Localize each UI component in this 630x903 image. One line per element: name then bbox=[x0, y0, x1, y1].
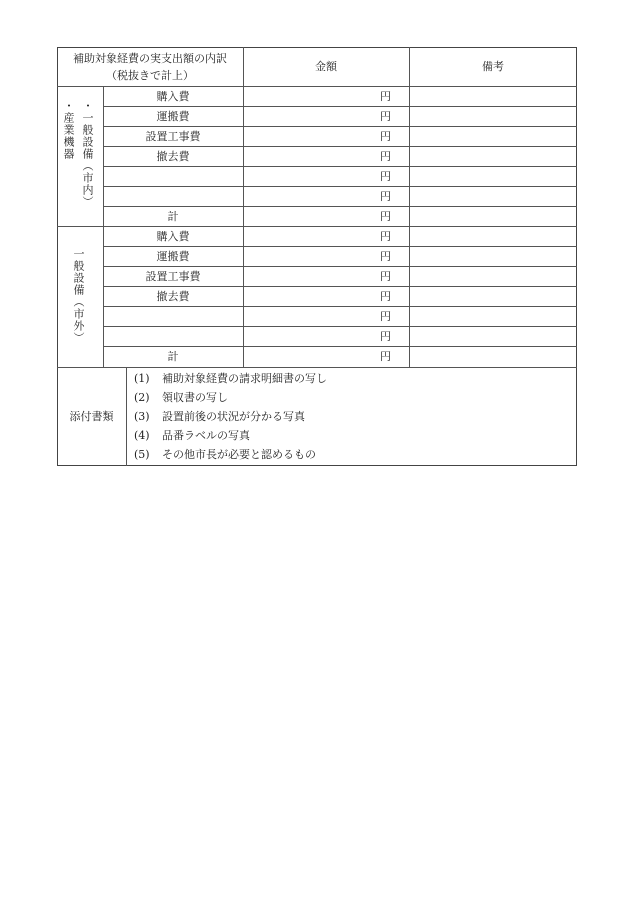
divider bbox=[103, 266, 577, 267]
divider bbox=[103, 286, 577, 287]
yen-unit: 円 bbox=[380, 290, 391, 303]
attachment-number: (2) bbox=[134, 391, 150, 404]
divider bbox=[103, 246, 577, 247]
yen-unit: 円 bbox=[380, 230, 391, 243]
group1-total-label: 計 bbox=[167, 210, 179, 223]
divider bbox=[409, 47, 410, 367]
header-title-line2: （税抜きで計上） bbox=[106, 69, 194, 82]
divider bbox=[103, 186, 577, 187]
group1-item-label: 撤去費 bbox=[156, 150, 190, 163]
divider bbox=[103, 106, 577, 107]
header-title-line1: 補助対象経費の実支出額の内訳 bbox=[73, 52, 227, 65]
attachment-text: 領収書の写し bbox=[162, 391, 228, 404]
divider bbox=[103, 326, 577, 327]
divider bbox=[103, 86, 104, 367]
divider bbox=[103, 306, 577, 307]
group2-item-label: 運搬費 bbox=[156, 250, 190, 263]
yen-unit: 円 bbox=[380, 330, 391, 343]
yen-unit: 円 bbox=[380, 110, 391, 123]
header-notes: 備考 bbox=[482, 60, 504, 73]
divider bbox=[243, 47, 244, 367]
attachment-number: (4) bbox=[134, 429, 150, 442]
attachment-text: 品番ラベルの写真 bbox=[162, 429, 250, 442]
divider bbox=[57, 367, 577, 368]
attachment-text: その他市長が必要と認めるもの bbox=[162, 448, 316, 461]
group2-total-label: 計 bbox=[167, 350, 179, 363]
group1-label-general-city: ・一般設備（市内） bbox=[81, 100, 94, 208]
divider bbox=[103, 166, 577, 167]
yen-unit: 円 bbox=[380, 170, 391, 183]
group1-label-industrial: ・産業機器 bbox=[62, 100, 75, 160]
group1-item-label: 運搬費 bbox=[156, 110, 190, 123]
yen-unit: 円 bbox=[380, 130, 391, 143]
group2-item-label: 撤去費 bbox=[156, 290, 190, 303]
attachment-number: (5) bbox=[134, 448, 150, 461]
attachment-text: 設置前後の状況が分かる写真 bbox=[162, 410, 305, 423]
group2-label-general-outside: 一般設備（市外） bbox=[72, 248, 85, 344]
group1-item-label: 設置工事費 bbox=[145, 130, 201, 143]
attachment-number: (3) bbox=[134, 410, 150, 423]
yen-unit: 円 bbox=[380, 150, 391, 163]
divider bbox=[126, 367, 127, 466]
yen-unit: 円 bbox=[380, 210, 391, 223]
yen-unit: 円 bbox=[380, 250, 391, 263]
group2-item-label: 設置工事費 bbox=[145, 270, 201, 283]
divider bbox=[57, 86, 577, 87]
header-amount: 金額 bbox=[315, 60, 337, 73]
yen-unit: 円 bbox=[380, 190, 391, 203]
group2-item-label: 購入費 bbox=[156, 230, 190, 243]
attachment-number: (1) bbox=[134, 372, 150, 385]
divider bbox=[103, 346, 577, 347]
attachments-label: 添付書類 bbox=[69, 410, 114, 423]
divider bbox=[103, 206, 577, 207]
yen-unit: 円 bbox=[380, 310, 391, 323]
divider bbox=[103, 126, 577, 127]
group1-item-label: 購入費 bbox=[156, 90, 190, 103]
divider bbox=[57, 226, 577, 227]
divider bbox=[103, 146, 577, 147]
yen-unit: 円 bbox=[380, 350, 391, 363]
yen-unit: 円 bbox=[380, 270, 391, 283]
yen-unit: 円 bbox=[380, 90, 391, 103]
attachment-text: 補助対象経費の請求明細書の写し bbox=[162, 372, 327, 385]
